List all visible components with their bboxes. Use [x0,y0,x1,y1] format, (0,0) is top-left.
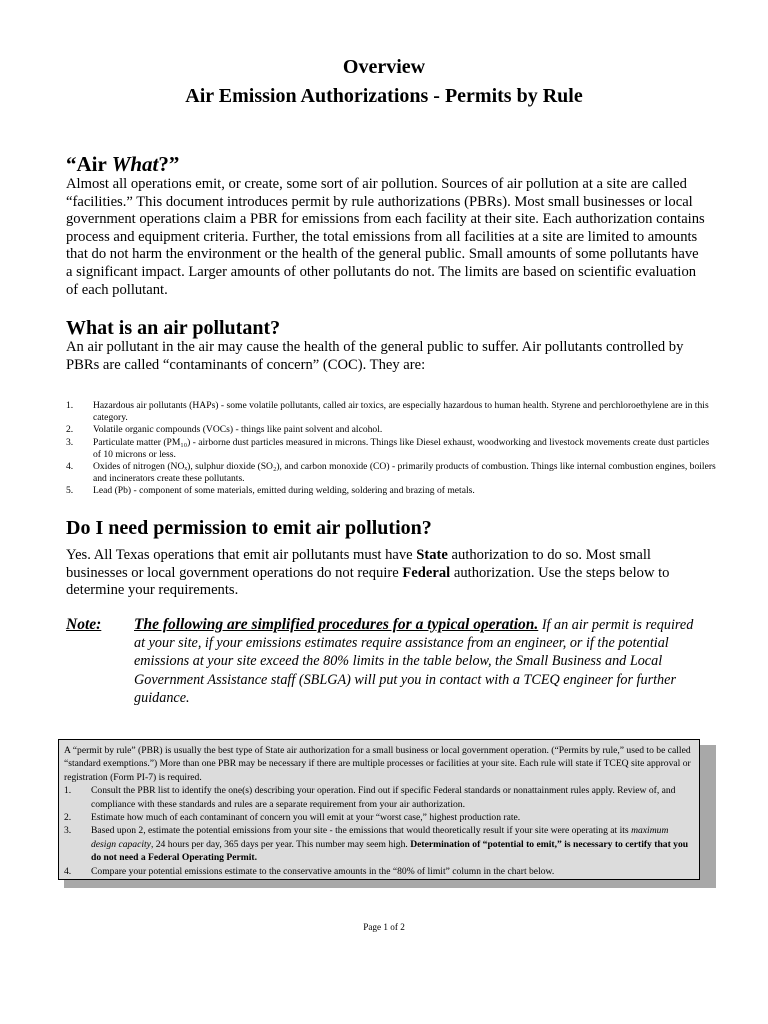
list-item [64,865,694,878]
section-heading-air-pollutant: What is an air pollutant? [66,317,281,339]
heading-part-italic: What [111,152,159,176]
text-run: , 24 hours per day, 365 days per year. This number may seem high. [150,838,411,850]
list-item [66,485,716,497]
list-item-number: 1. [66,400,74,411]
page-title-overview: Overview [342,56,426,78]
text-run: authorization to do so. Most small businesses or local government operations do not require [66,547,651,581]
list-item-text: Lead (Pb) - component of some materials, emitted during welding, soldering and brazing of metals. [93,485,475,497]
procedure-steps [64,784,694,878]
box-intro: A “permit by rule” (PBR) is usually the best type of State air authorization for a small business or local government operation. (“Permits by rule,” used to be called “standard exemptions.”) More than one PBR may be necessary if there are multiple processes or facilities at your site. Each rule will state if TCEQ site approval or registration (Form PI-7) is required. [64,745,691,783]
text-run: Based upon 2, estimate the potential emissions from your site - the emissions that would theoretically result if your site were operating at its [91,825,632,837]
text-run: authorization. Use the steps below to determine your requirements. [66,564,670,599]
note-text: If an air permit is required at your site, if your emissions estimates require assistance from an engineer, or if the potential emissions at your site exceed the 80% limits in the table below, the Small Business and Local Government Assistance staff (SBLGA) will put you in contact with a TCEQ engineer for further guidance. [134,617,694,706]
page-title-main: Air Emission Authorizations - Permits by Rule [185,85,583,107]
text-run: Yes. All Texas operations that emit air pollutants must have [66,547,417,563]
list-item-number: 2. [66,424,74,436]
list-item [64,784,694,811]
list-item-number: 3. [64,825,72,837]
section-heading-air-what [66,152,179,176]
text-run-italic: maximum design capacity [91,825,669,850]
list-item [66,461,716,485]
text-run-bold: State [416,547,448,563]
text-run-bold: Determination of “potential to emit,” is necessary to certify that you do not need a Federal Operating Permit. [91,838,689,864]
section-body-air-pollutant: An air pollutant in the air may cause the health of the general public to suffer. Air pollutants controlled by PBRs are called “contaminants of concern” (COC). They are: [66,339,684,373]
list-item-number: 5. [66,485,74,497]
list-item-text: Estimate how much of each contaminant of concern you will emit at your “worst case,” highest production rate. [91,812,521,824]
page-number: Page 1 of 2 [363,922,405,932]
list-item-text: Oxides of nitrogen (NOₓ), sulphur dioxide (SO₂), and carbon monoxide (CO) - primarily products of combustion. Things like internal combustion engines, boilers and incinerators create these pollutants. [93,461,716,485]
list-item-number: 1. [64,785,72,797]
heading-part: ?” [158,152,180,176]
procedure-box [58,739,700,880]
list-item-text: Particulate matter (PM₁₀) - airborne dust particles measured in microns. Things like Diesel exhaust, woodworking and livestock movements create dust particles of 10 microns or less. [93,436,710,460]
pollutant-list [66,400,716,498]
text-run-bold: Federal [402,564,451,581]
note-body [134,616,694,707]
list-item [66,400,716,424]
note-label: Note: [66,616,102,633]
list-item-text: Consult the PBR list to identify the one(s) describing your operation. Find out if specific Federal standards or nonattainment rules apply. Review of, and compliance with these standards and rules are a separate requirement from your air authorization. [91,785,676,810]
list-item-text [91,824,694,864]
list-item [66,424,716,436]
list-item-text: Hazardous air pollutants (HAPs) - some volatile pollutants, called air toxics, are especially hazardous to human health. Styrene and perchloroethylene are in this category. [93,400,709,424]
list-item-number: 4. [64,865,72,877]
list-item-text: Volatile organic compounds (VOCs) - things like paint solvent and alcohol. [93,424,383,436]
note-emphasis: The following are simplified procedures for a typical operation. [134,616,539,633]
list-item-number: 3. [66,436,74,448]
section-body-air-what: Almost all operations emit, or create, some sort of air pollution. Sources of air pollution at a site are called “facilities.” This document introduces permit by rule authorizations (PBRs). Most small businesses or local government operations claim a PBR for emissions from each facility at their site. Each authorization contains process and equipment criteria. Further, the total emissions from all facilities at a site are limited to amounts that do not harm the environment or the health of the general public. Small amounts of some pollutants have a significant impact. Larger amounts of other pollutants do not. The limits are based on scientific evaluation of each pollutant. [66,176,705,298]
section-body-permission [66,547,706,600]
list-item-number: 4. [66,461,74,473]
list-item [66,437,716,461]
list-item [64,824,694,864]
list-item-number: 2. [64,812,72,824]
heading-part: “Air [66,152,112,176]
section-heading-permission: Do I need permission to emit air pollution? [66,517,432,539]
list-item [64,811,694,824]
list-item-text: Compare your potential emissions estimate to the conservative amounts in the “80% of limit” column in the chart below. [91,865,555,877]
